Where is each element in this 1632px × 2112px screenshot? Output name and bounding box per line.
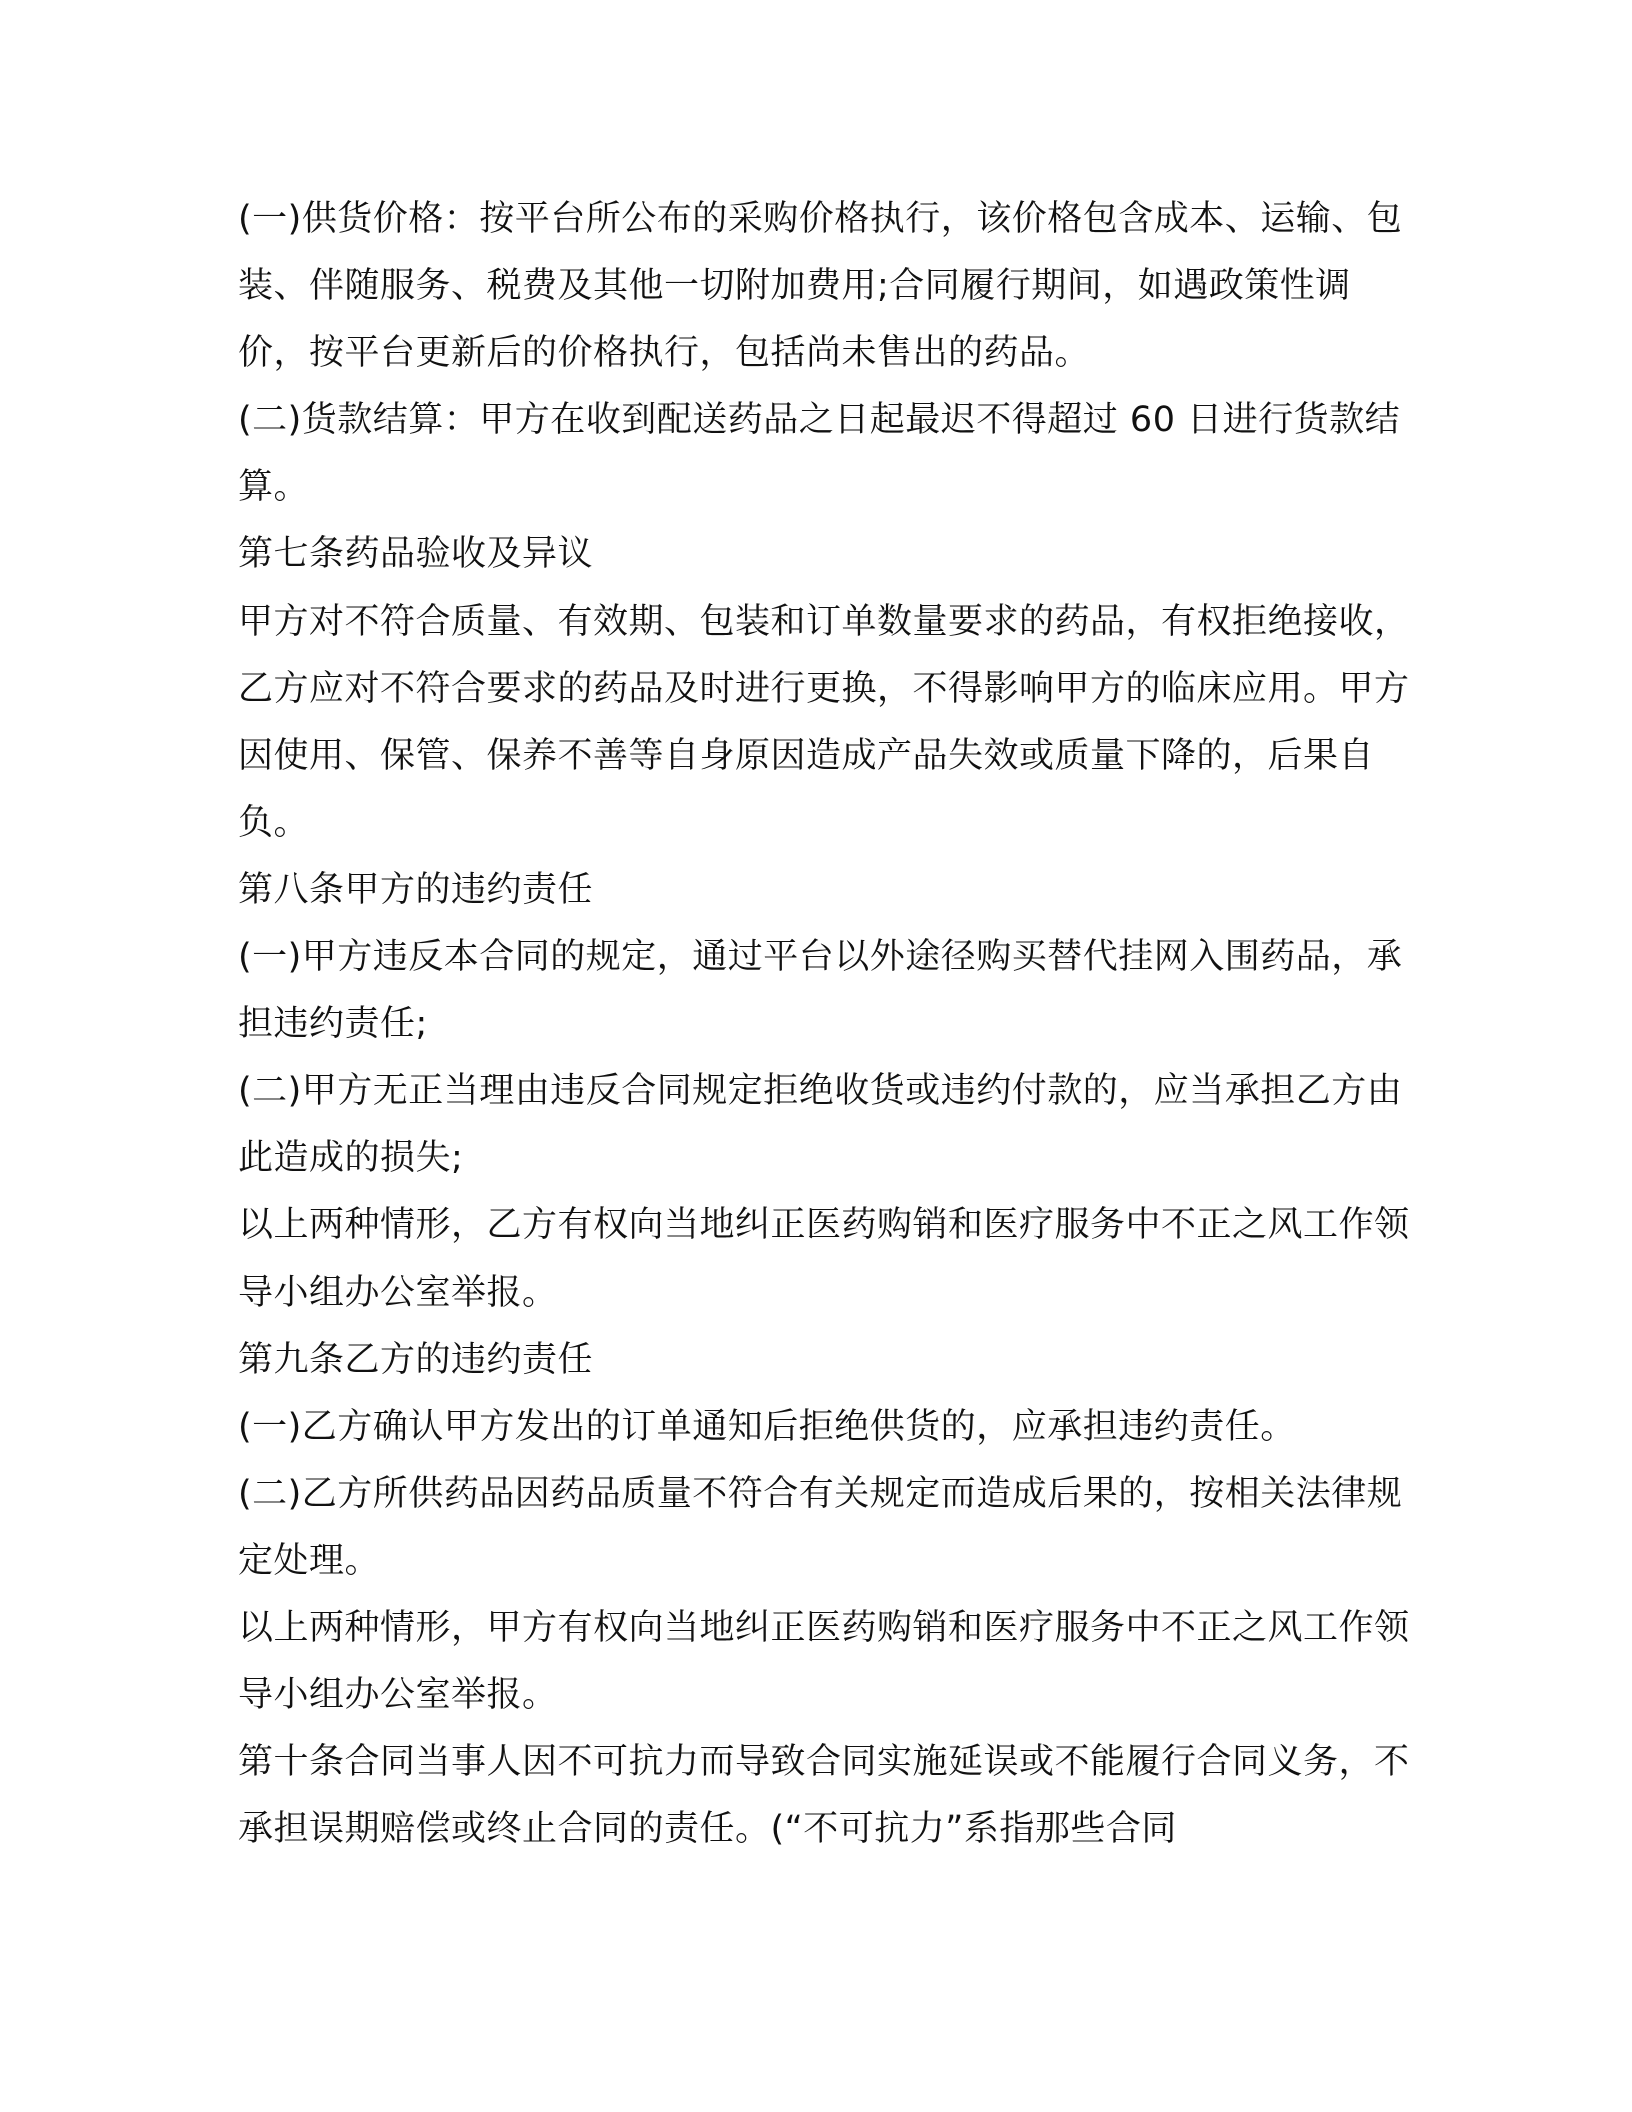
article-7-body: 甲方对不符合质量、有效期、包装和订单数量要求的药品，有权拒绝接收，乙方应对不符合要求的药品及时进行更换，不得影响甲方的临床应用。甲方因使用、保管、保养不善等自身原因造成产品失效或质量下降的，后果自负。 (238, 601, 1410, 843)
article-8-heading: 第八条甲方的违约责任 (238, 869, 594, 910)
article-7-heading: 第七条药品验收及异议 (238, 534, 594, 575)
payment-settlement-clause: (二)货款结算：甲方在收到配送药品之日起最迟不得超过 60 日进行货款结算。 (238, 400, 1401, 508)
article-9-report-note: 以上两种情形，甲方有权向当地纠正医药购销和医疗服务中不正之风工作领导小组办公室举报。 (238, 1607, 1410, 1716)
article-9-item-2: (二)乙方所供药品因药品质量不符合有关规定而造成后果的，按相关法律规定处理。 (238, 1473, 1403, 1581)
article-9-item-1: (一)乙方确认甲方发出的订单通知后拒绝供货的，应承担违约责任。 (238, 1406, 1296, 1447)
article-8-item-2: (二)甲方无正当理由违反合同规定拒绝收货或违约付款的，应当承担乙方由此造成的损失; (238, 1071, 1403, 1179)
article-9-heading: 第九条乙方的违约责任 (238, 1339, 594, 1380)
supply-price-clause: (一)供货价格：按平台所公布的采购价格执行，该价格包含成本、运输、包装、伴随服务、税费及其他一切附加费用;合同履行期间，如遇政策性调价，按平台更新后的价格执行，包括尚未售出的药品。 (238, 199, 1403, 374)
article-8-report-note: 以上两种情形，乙方有权向当地纠正医药购销和医疗服务中不正之风工作领导小组办公室举报。 (238, 1205, 1410, 1313)
document-body (238, 186, 1418, 1863)
article-8-item-1: (一)甲方违反本合同的规定，通过平台以外途径购买替代挂网入围药品，承担违约责任; (238, 937, 1403, 1045)
article-10-body: 第十条合同当事人因不可抗力而导致合同实施延误或不能履行合同义务，不承担误期赔偿或终止合同的责任。(“不可抗力”系指那些合同 (238, 1742, 1410, 1850)
